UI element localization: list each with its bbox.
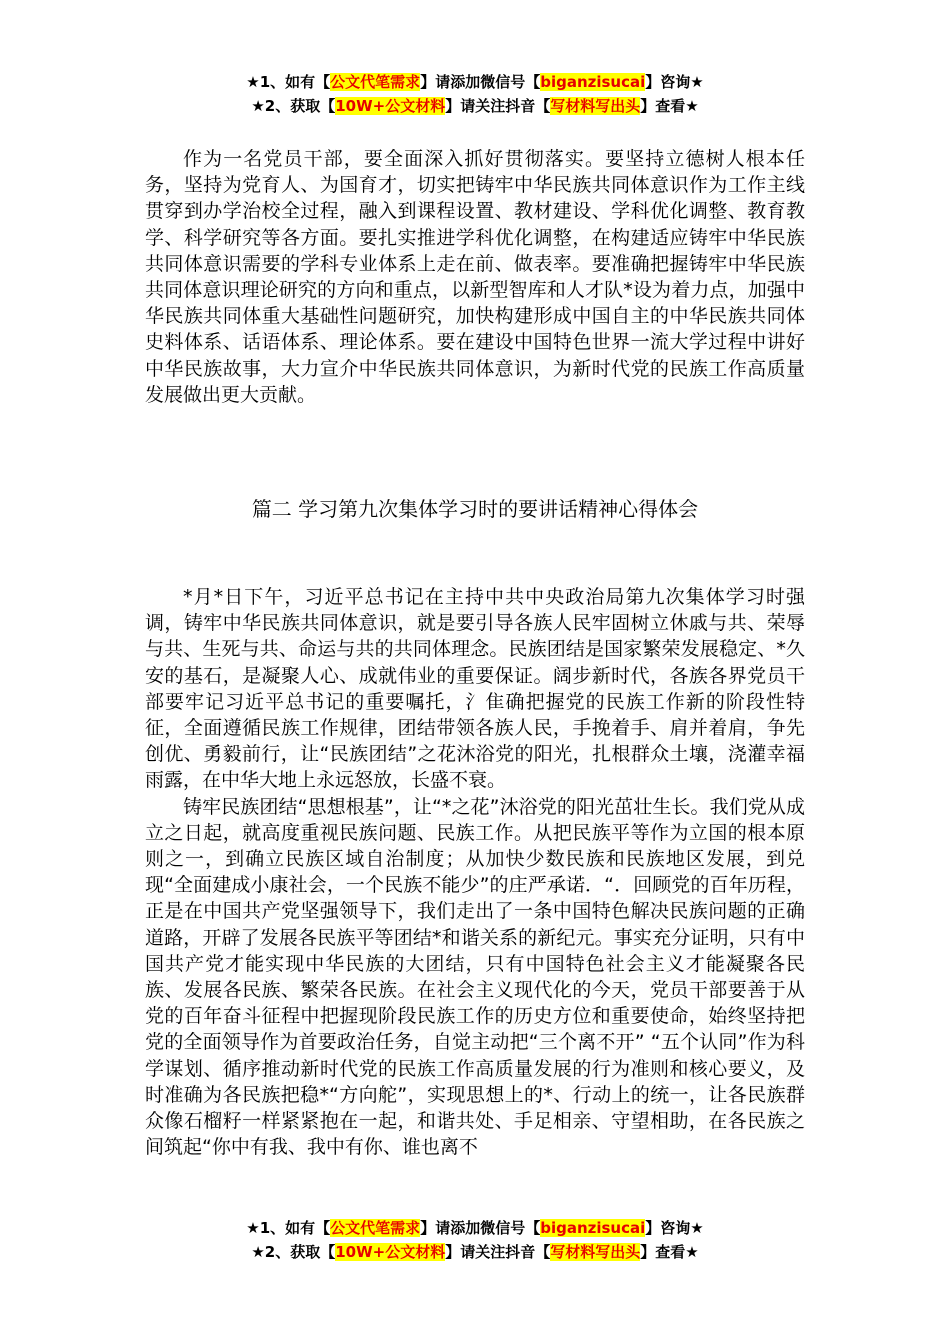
body-section-1 (145, 146, 805, 408)
banner-text: 】查看★ (640, 1243, 699, 1261)
paragraph: 作为一名党员干部，要全面深入抓好贯彻落实。要坚持立德树人根本任务，坚持为党育人、为国育才，切实把铸牢中华民族共同体意识作为工作主线贯穿到办学治校全过程，融入到课程设置、教材建设、学科优化调整、教育教学、科学研究等各方面。要扎实推进学科优化调整，在构建适应铸牢中华民族共同体意识需要的学科专业体系上走在前、做表率。要准确把握铸牢中华民族共同体意识理论研究的方向和重点，以新型智库和人才队*设为着力点，加强中华民族共同体重大基础性问题研究，加快构建形成中国自主的中华民族共同体史料体系、话语体系、理论体系。要在建设中国特色世界一流大学过程中讲好中华民族故事，大力宣介中华民族共同体意识，为新时代党的民族工作高质量发展做出更大贡献。 (145, 148, 805, 406)
banner-line-1 (0, 70, 950, 94)
banner-text: 】查看★ (640, 97, 699, 115)
banner-text: 】请添加微信号【 (420, 73, 541, 91)
highlight-badge: 10W+公文材料 (335, 1243, 446, 1261)
banner-text: 】请添加微信号【 (420, 1219, 541, 1237)
highlight-badge: biganzisucai (540, 1219, 646, 1237)
banner-line-2 (0, 94, 950, 118)
header-banner (0, 70, 950, 118)
banner-text: 】咨询★ (645, 73, 704, 91)
highlight-badge: 公文代笔需求 (330, 73, 421, 91)
highlight-badge: 写材料写出头 (550, 1243, 641, 1261)
banner-text: 】咨询★ (645, 1219, 704, 1237)
footer-banner (0, 1216, 950, 1264)
section-heading: 篇二 学习第九次集体学习时的要讲话精神心得体会 (251, 497, 699, 521)
banner-text: ★1、如有【 (246, 73, 331, 91)
paragraph: 铸牢民族团结“思想根基”，让“*之花”沐浴党的阳光茁壮生长。我们党从成立之日起，就高度重视民族问题、民族工作。从把民族平等作为立国的根本原则之一，到确立民族区域自治制度；从加快少数民族和民族地区发展，到兑现“全面建成小康社会，一个民族不能少”的庄严承诺．“．回顾党的百年历程，正是在中国共产党坚强领导下，我们走出了一条中国特色解决民族问题的正确道路，开辟了发展各民族平等团结*和谐关系的新纪元。事实充分证明，只有中国共产党才能实现中华民族的大团结，只有中国特色社会主义才能凝聚各民族、发展各民族、繁荣各民族。在社会主义现代化的今天，党员干部要善于从党的百年奋斗征程中把握现阶段民族工作的历史方位和重要使命，始终坚持把党的全面领导作为首要政治任务，自觉主动把“三个离不开” “五个认同”作为科学谋划、循序推动新时代党的民族工作高质量发展的行为准则和核心要义，及时准确为各民族把稳*“方向舵”，实现思想上的*、行动上的统一，让各民族群众像石榴籽一样紧紧抱在一起，和谐共处、手足相亲、守望相助，在各民族之间筑起“你中有我、我中有你、谁也离不 (145, 795, 805, 1159)
highlight-badge: 写材料写出头 (550, 97, 641, 115)
paragraph: *月*日下午，习近平总书记在主持中共中央政治局第九次集体学习时强调，铸牢中华民族共同体意识，就是要引导各族人民牢固树立休戚与共、荣辱与共、生死与共、命运与共的共同体理念。民族团结是国家繁荣发展稳定、*久安的基石，是凝聚人心、成就伟业的重要保证。阔步新时代，各族各界党员干部要牢记习近平总书记的重要嘱托，氵隹确把握党的民族工作新的阶段性特征，全面遵循民族工作规律，团结带领各族人民，手挽着手、肩并着肩，争先创优、勇毅前行，让“民族团结”之花沐浴党的阳光，扎根群众土壤，浇灌幸福雨露，在中华大地上永远怒放，长盛不衰。 (145, 586, 805, 792)
banner-text: 】请关注抖音【 (445, 97, 551, 115)
body-section-2 (145, 584, 805, 1160)
banner-text: ★1、如有【 (246, 1219, 331, 1237)
highlight-badge: biganzisucai (540, 73, 646, 91)
banner-line-1 (0, 1216, 950, 1240)
highlight-badge: 10W+公文材料 (335, 97, 446, 115)
banner-line-2 (0, 1240, 950, 1264)
banner-text: ★2、获取【 (251, 1243, 336, 1261)
banner-text: ★2、获取【 (251, 97, 336, 115)
highlight-badge: 公文代笔需求 (330, 1219, 421, 1237)
banner-text: 】请关注抖音【 (445, 1243, 551, 1261)
